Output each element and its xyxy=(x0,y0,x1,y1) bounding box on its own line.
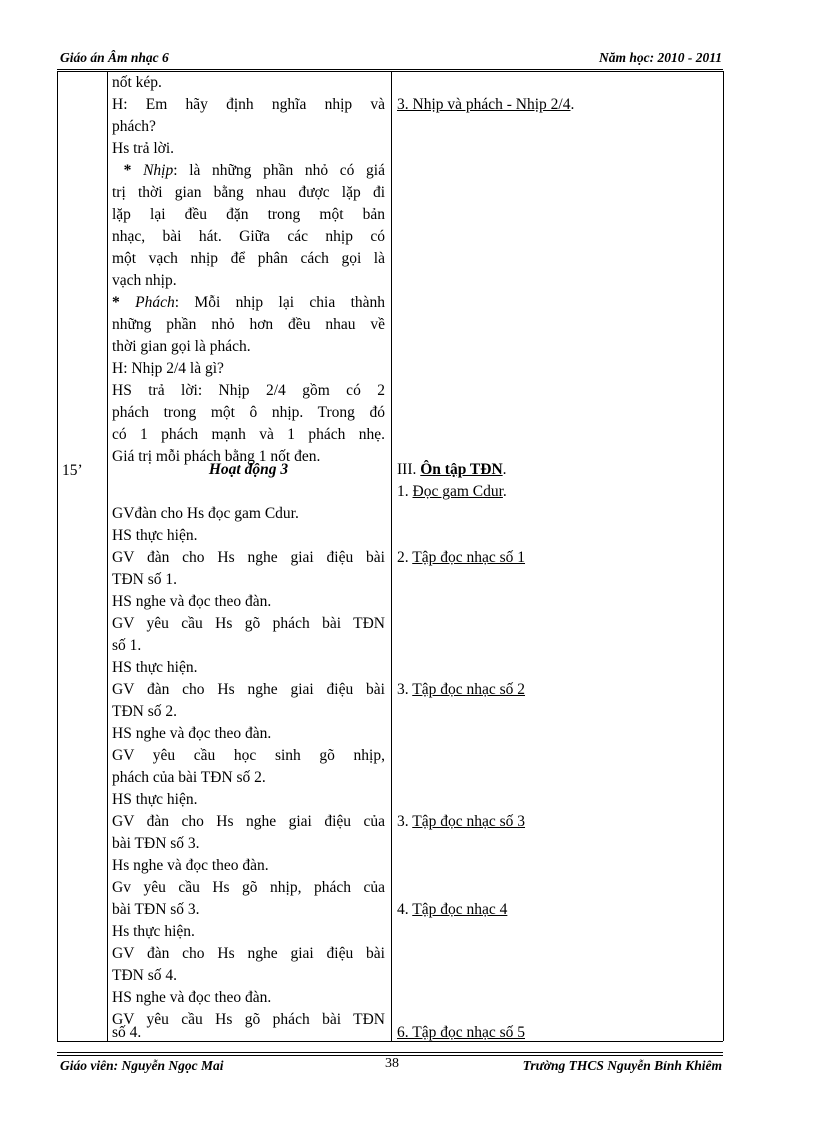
star-mark: * xyxy=(112,294,136,311)
item-tdn-3: 3. Tập đọc nhạc số 3 xyxy=(397,813,526,830)
text-line: GV yêu cầu Hs gõ phách bài TĐN xyxy=(112,615,385,632)
text-line: Hs thực hiện. xyxy=(112,923,195,940)
item-tdn-5: 6. Tập đọc nhạc số 5 xyxy=(397,1024,525,1041)
table-bottom-border xyxy=(57,1041,723,1042)
text-line: GV đàn cho Hs nghe giai điệu bài xyxy=(112,681,385,698)
header-left: Giáo án Âm nhạc 6 xyxy=(60,50,169,65)
text-line: phách? xyxy=(112,118,156,135)
section-on-tap: III. Ôn tập TĐN. xyxy=(397,461,507,478)
activity-title: Hoạt động 3 xyxy=(208,461,289,478)
definition-nhip: * Nhịp: là những phần nhỏ có giá xyxy=(123,162,385,179)
time-label: 15’ xyxy=(62,462,83,479)
text-line: HS nghe và đọc theo đàn. xyxy=(112,593,272,610)
col-divider-1 xyxy=(107,71,108,1041)
text-line: bài TĐN số 3. xyxy=(112,901,200,918)
text-line: lặp lại đều đặn trong một bản xyxy=(112,206,385,223)
text-line: một vạch nhịp để phân cách gọi là xyxy=(112,250,385,267)
text-line: TĐN số 4. xyxy=(112,967,178,984)
text-line: thời gian gọi là phách. xyxy=(112,338,251,355)
text-line: nhạc, bài hát. Giữa các nhịp có xyxy=(112,228,385,245)
text-line: vạch nhịp. xyxy=(112,272,177,289)
header-rule xyxy=(57,69,723,70)
item-tdn-2: 3. Tập đọc nhạc số 2 xyxy=(397,681,526,698)
text-line: Hs nghe và đọc theo đàn. xyxy=(112,857,269,874)
text-line: HS nghe và đọc theo đàn. xyxy=(112,989,272,1006)
text-line: Gv yêu cầu Hs gõ nhịp, phách của xyxy=(112,879,385,896)
table-top-border xyxy=(57,71,723,72)
page-footer xyxy=(60,1058,722,1078)
text-line: GV yêu cầu Hs gõ phách bài TĐN xyxy=(112,1011,385,1028)
text-line: HS trả lời: Nhịp 2/4 gồm có 2 xyxy=(112,382,385,399)
table-right-border xyxy=(723,71,724,1041)
text-line: HS thực hiện. xyxy=(112,659,198,676)
text-line: có 1 phách mạnh và 1 phách nhẹ. xyxy=(112,426,385,443)
text-line: GV đàn cho Hs nghe giai điệu bài xyxy=(112,945,385,962)
table-left-border xyxy=(57,71,58,1041)
term-nhip: Nhịp xyxy=(143,162,174,179)
text-line: phách trong một ô nhịp. Trong đó xyxy=(112,404,385,421)
text-line: GV đàn cho Hs nghe giai điệu của xyxy=(112,813,385,830)
text-line: H: Nhịp 2/4 là gì? xyxy=(112,360,224,377)
text-line: HS thực hiện. xyxy=(112,527,198,544)
item-tdn-1: 2. Tập đọc nhạc số 1 xyxy=(397,549,526,566)
text-line: GV đàn cho Hs nghe giai điệu bài xyxy=(112,549,385,566)
page-number: 38 xyxy=(385,1056,399,1071)
term-phach: Phách xyxy=(135,294,175,311)
page-header xyxy=(60,50,722,68)
footer-school: Trường THCS Nguyễn Bỉnh Khiêm xyxy=(522,1058,722,1073)
text-line: trị thời gian bằng nhau được lặp đi xyxy=(112,184,385,201)
text-line: TĐN số 1. xyxy=(112,571,178,588)
text-line: GVđàn cho Hs đọc gam Cdur. xyxy=(112,505,299,522)
text-line: những phần nhỏ hơn đều nhau về xyxy=(112,316,385,333)
definition-phach: * Phách: Mỗi nhịp lại chia thành xyxy=(112,294,385,311)
text-line: phách của bài TĐN số 2. xyxy=(112,769,266,786)
text-line: HS nghe và đọc theo đàn. xyxy=(112,725,272,742)
footer-rule-1 xyxy=(57,1052,723,1053)
text-line: bài TĐN số 3. xyxy=(112,835,200,852)
section-nhip-phach: 3. Nhịp và phách - Nhịp 2/4. xyxy=(397,96,575,113)
text-line: nốt kép. xyxy=(112,74,162,91)
col-divider-2 xyxy=(391,71,392,1041)
text-line: Giá trị mỗi phách bằng 1 nốt đen. xyxy=(112,448,321,465)
item-doc-gam: 1. Đọc gam Cdur. xyxy=(397,483,507,500)
text-line: GV yêu cầu học sinh gõ nhịp, xyxy=(112,747,385,764)
text-line: Hs trả lời. xyxy=(112,140,175,157)
text-line: H: Em hãy định nghĩa nhịp và xyxy=(112,96,385,113)
header-right: Năm học: 2010 - 2011 xyxy=(599,50,722,65)
footer-teacher: Giáo viên: Nguyễn Ngọc Mai xyxy=(60,1058,224,1073)
text-line: TĐN số 2. xyxy=(112,703,178,720)
text-line: HS thực hiện. xyxy=(112,791,198,808)
text-line: số 1. xyxy=(112,637,142,654)
text-line: số 4. xyxy=(112,1024,142,1041)
star-mark: * xyxy=(123,162,144,179)
item-tdn-4: 4. Tập đọc nhạc 4 xyxy=(397,901,508,918)
